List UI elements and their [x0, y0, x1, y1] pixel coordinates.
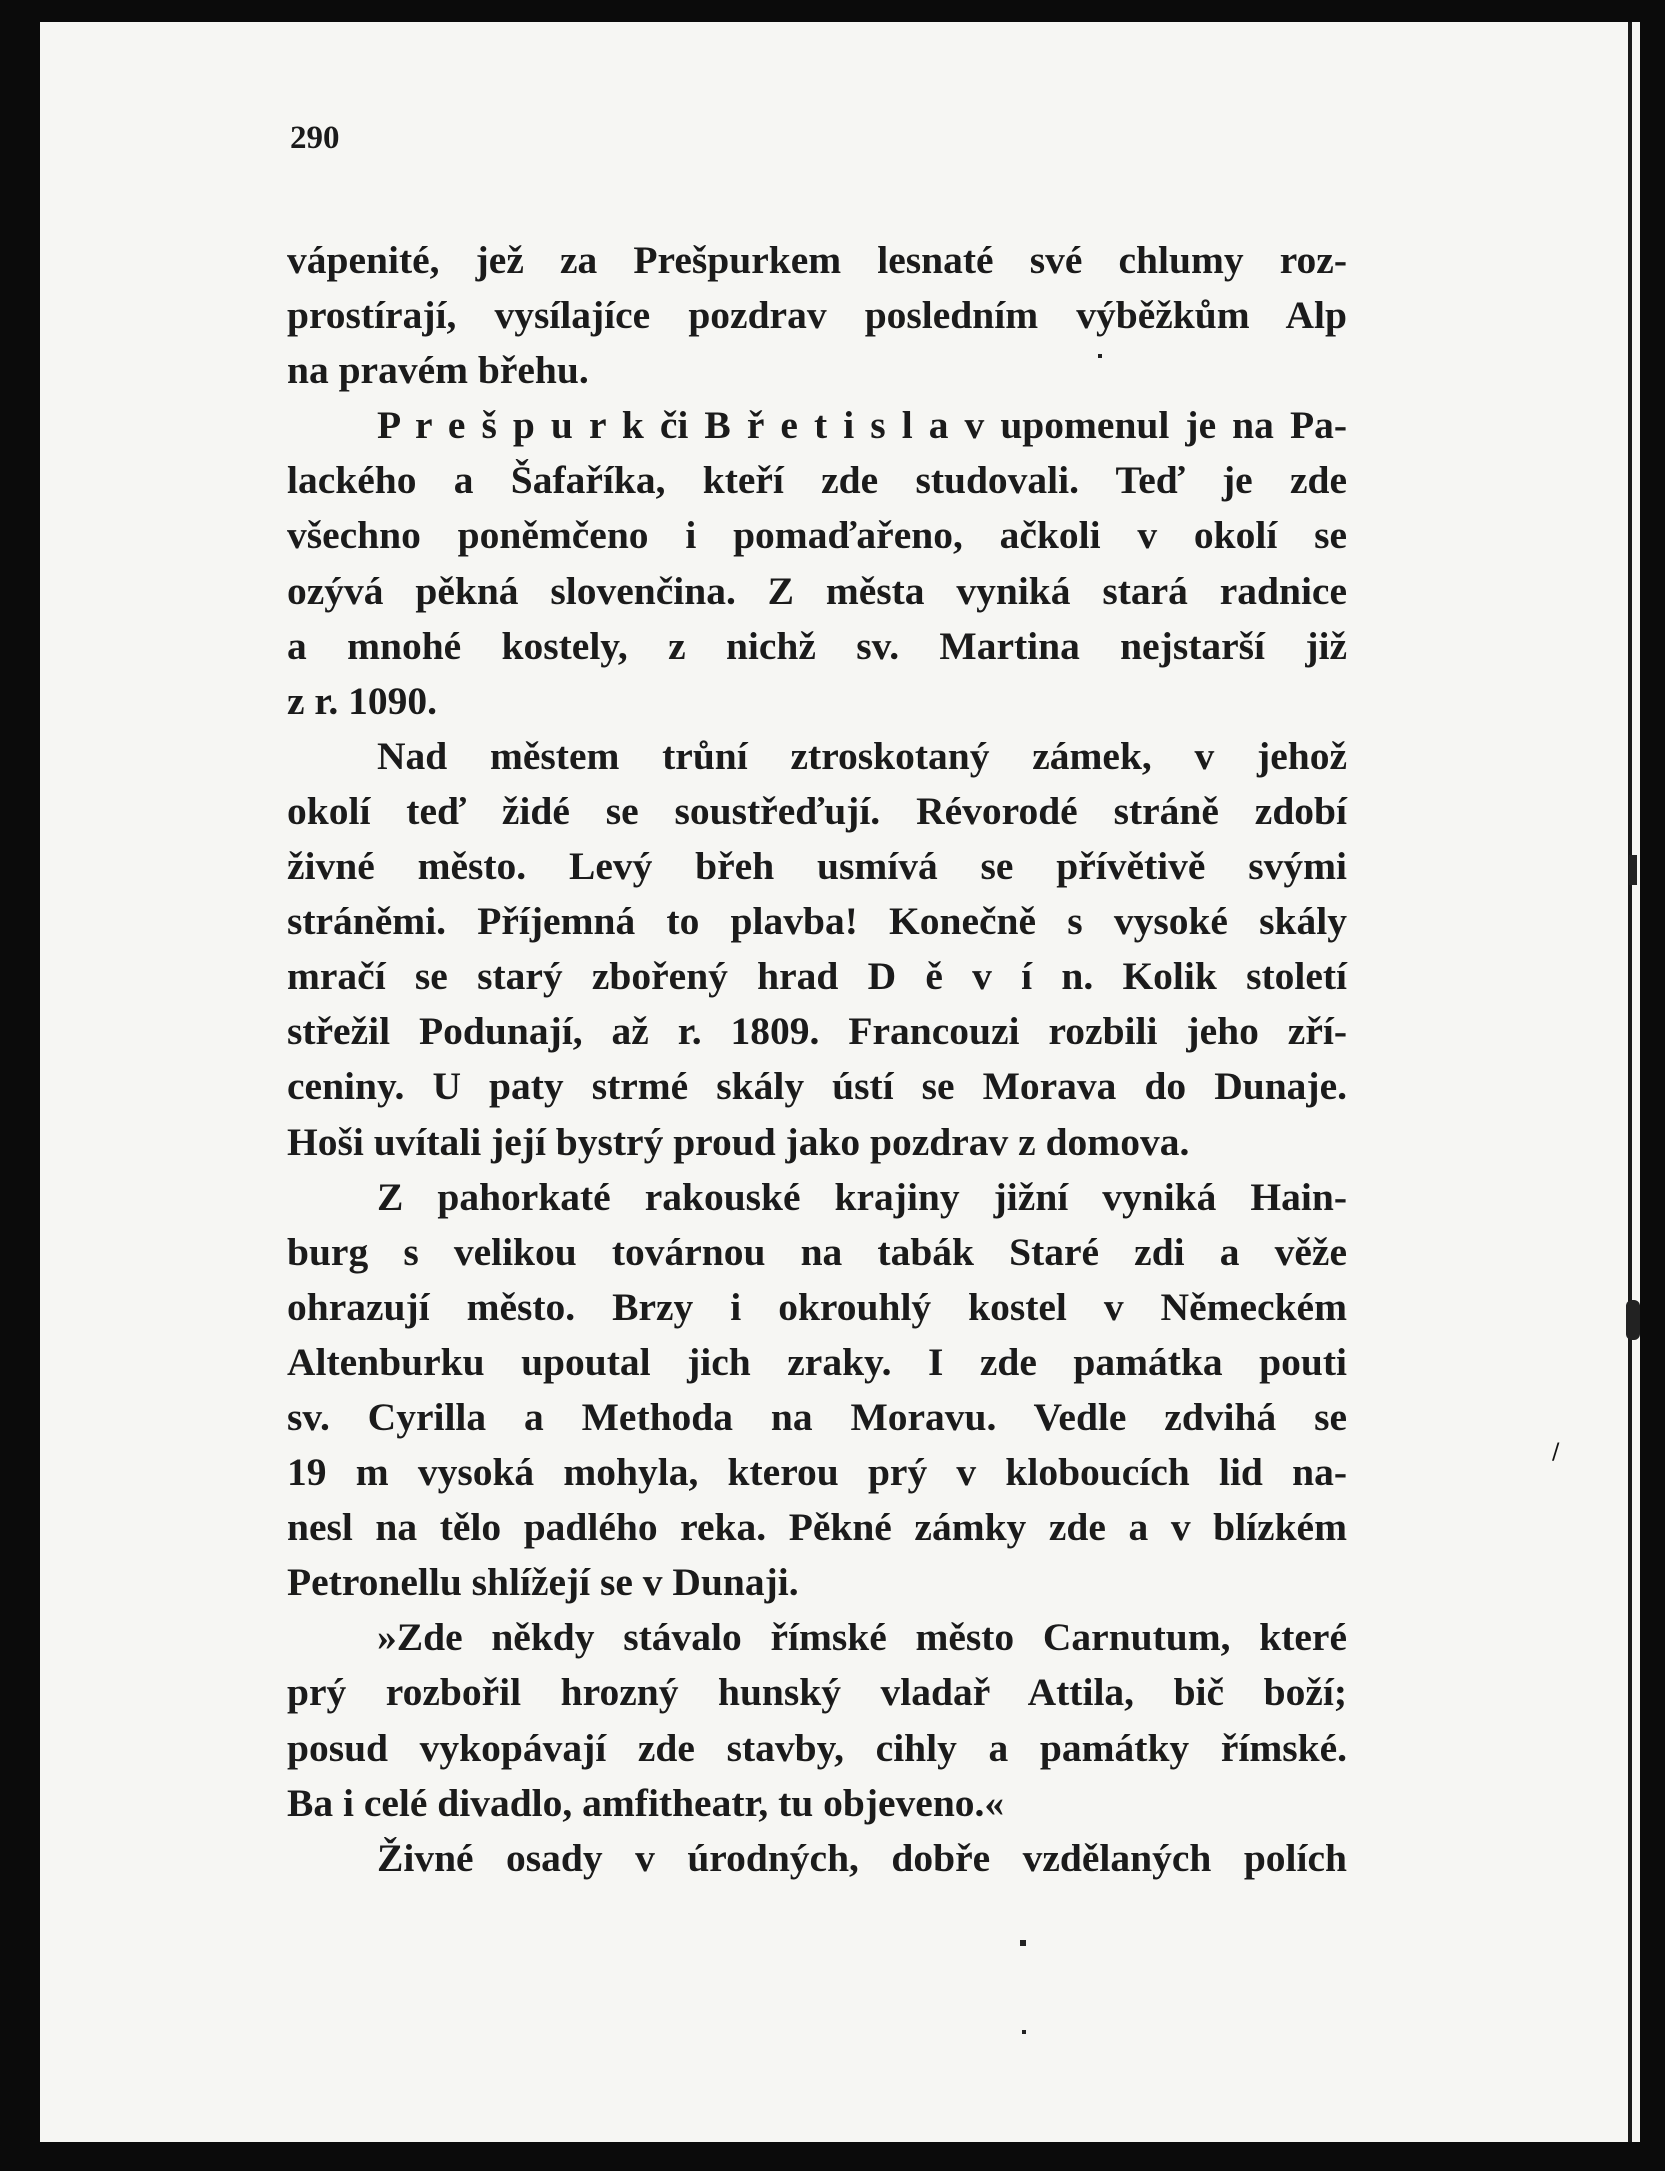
text-line: ohrazují město. Brzy i okrouhlý kostel v Německém [287, 1284, 1347, 1329]
body-text [287, 233, 1347, 1886]
page-edge [1628, 22, 1632, 2142]
scan-speck [1022, 2030, 1026, 2034]
text-line: Živné osady v úrodných, dobře vzdělaných polích [377, 1835, 1347, 1880]
text-line: mračí se starý zbořený hrad D ě v í n. Kolik století [287, 954, 1347, 999]
text-line: burg s velikou továrnou na tabák Staré zdi a věže [287, 1229, 1347, 1274]
page-number: 290 [290, 120, 340, 156]
text-line: Ba i celé divadlo, amfitheatr, tu objeveno.« [287, 1780, 1005, 1825]
text-line: Altenburku upoutal jich zraky. I zde památka pouti [287, 1339, 1347, 1384]
text-line: na pravém břehu. [287, 348, 589, 393]
text-line: »Zde někdy stávalo římské město Carnutum, které [377, 1615, 1347, 1660]
text-line: sv. Cyrilla a Methoda na Moravu. Vedle zdvihá se [287, 1394, 1347, 1439]
text-line: z r. 1090. [287, 678, 437, 723]
margin-mark [1629, 855, 1637, 885]
text-line: okolí teď židé se soustřeďují. Révorodé stráně zdobí [287, 788, 1347, 833]
text-line: vápenité, jež za Prešpurkem lesnaté své chlumy roz- [287, 238, 1347, 282]
text-line: Hoši uvítali její bystrý proud jako pozdrav z domova. [287, 1119, 1190, 1164]
text-line: prostírají, vysílajíce pozdrav posledním výběžkům Alp [287, 293, 1347, 338]
text-line: nesl na tělo padlého reka. Pěkné zámky zde a v blízkém [287, 1505, 1347, 1550]
text-line: Nad městem trůní ztroskotaný zámek, v jehož [377, 733, 1347, 778]
text-line: posud vykopávají zde stavby, cihly a památky římské. [287, 1725, 1347, 1770]
scan-speck [1098, 354, 1102, 358]
text-line: živné město. Levý břeh usmívá se přívětivě svými [287, 844, 1347, 889]
text-line: a mnohé kostely, z nichž sv. Martina nejstarší již [287, 623, 1347, 668]
text-line: ozývá pěkná slovenčina. Z města vyniká stará radnice [287, 568, 1347, 613]
text-line: střežil Podunají, až r. 1809. Francouzi rozbili jeho zří- [287, 1009, 1347, 1054]
text-line: Z pahorkaté rakouské krajiny jižní vyniká Hain- [377, 1174, 1347, 1219]
text-line: 19 m vysoká mohyla, kterou prý v kloboucích lid na- [287, 1450, 1347, 1495]
text-line: všechno poněmčeno i pomaďařeno, ačkoli v okolí se [287, 513, 1347, 558]
margin-tick-icon: / [1552, 1440, 1560, 1465]
text-line: ceniny. U paty strmé skály ústí se Morava do Dunaje. [287, 1064, 1347, 1109]
text-line: lackého a Šafaříka, kteří zde studovali. Teď je zde [287, 458, 1347, 503]
text-line: P r e š p u r k či B ř e t i s l a v upomenul je na Pa- [377, 403, 1347, 448]
scan-speck [1020, 1940, 1026, 1946]
text-line: Petronellu shlížejí se v Dunaji. [287, 1560, 799, 1605]
text-line: stráněmi. Příjemná to plavba! Konečně s vysoké skály [287, 899, 1347, 944]
margin-mark [1626, 1300, 1640, 1340]
text-line: prý rozbořil hrozný hunský vladař Attila, bič boží; [287, 1670, 1347, 1715]
